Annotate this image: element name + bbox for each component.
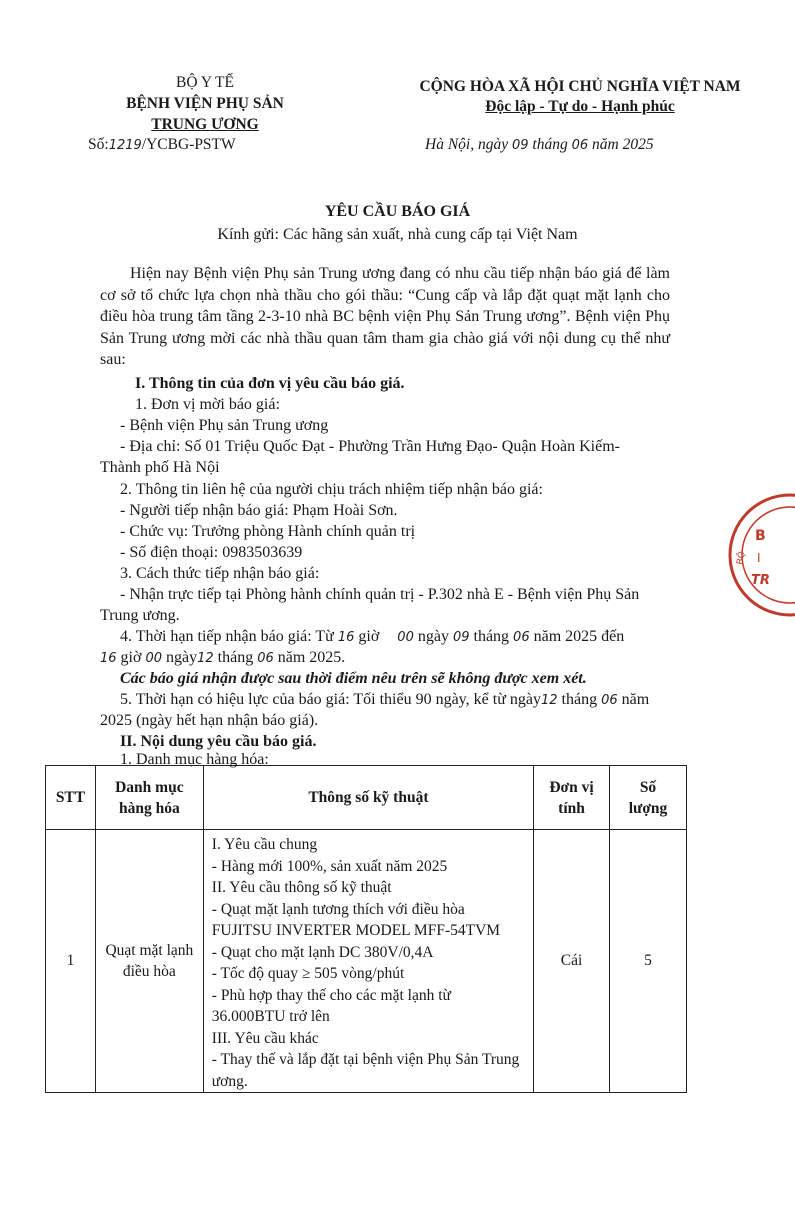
spec-line: I. Yêu cầu chung	[211, 836, 318, 853]
cell-stt: 1	[46, 830, 96, 1093]
phone: - Số điện thoại: 0983503639	[120, 544, 303, 561]
cell-unit: Cái	[534, 830, 610, 1093]
header-stt: STT	[46, 766, 96, 830]
spec-line: - Quạt mặt lạnh tương thích với điều hòa FUJITSU INVERTER MODEL MFF-54TVM	[211, 900, 501, 939]
stamp-text: TR	[751, 573, 770, 588]
section2-item1: 1. Danh mục hàng hóa:	[120, 751, 269, 768]
stamp-text: I	[757, 551, 761, 565]
goods-table	[45, 765, 687, 1093]
cell-name: Quạt mặt lạnh điều hòa	[95, 830, 203, 1093]
section1-item4-cont: 16 giờ 00 ngày12 tháng 06 năm 2025.	[100, 649, 346, 666]
address-cont: Thành phố Hà Nội	[100, 459, 220, 476]
late-warning: Các báo giá nhận được sau thời điểm nêu trên sẽ không được xem xét.	[120, 670, 587, 687]
header-name: Danh mục hàng hóa	[95, 766, 203, 830]
cell-qty: 5	[610, 830, 687, 1093]
header-unit: Đơn vị tính	[534, 766, 610, 830]
receive-method-cont: Trung ương.	[100, 607, 180, 624]
handwritten-doc-number: 1219	[108, 138, 142, 153]
unit-name: - Bệnh viện Phụ sản Trung ương	[120, 417, 329, 434]
section1-item4: 4. Thời hạn tiếp nhận báo giá: Từ 16 giờ 00 ngày 09 tháng 06 năm 2025 đến	[120, 628, 625, 645]
section1-item5: 5. Thời hạn có hiệu lực của báo giá: Tối thiểu 90 ngày, kể từ ngày12 tháng 06 năm	[120, 691, 650, 708]
receiver: - Người tiếp nhận báo giá: Phạm Hoài Sơn.	[120, 502, 398, 519]
section1-item5-cont: 2025 (ngày hết hạn nhận báo giá).	[100, 712, 319, 729]
stamp-text: BỘ	[735, 550, 748, 566]
date-line: Hà Nội, ngày 09 tháng 06 năm 2025	[425, 136, 654, 153]
spec-line: - Phù hợp thay thế cho các mặt lạnh từ 36.000BTU trở lên	[211, 986, 451, 1025]
official-stamp	[725, 490, 795, 620]
national-motto: Độc lập - Tự do - Hạnh phúc	[485, 98, 675, 115]
receive-method: - Nhận trực tiếp tại Phòng hành chính quản trị - P.302 nhà E - Bệnh viện Phụ Sản	[120, 586, 640, 603]
ministry-name: BỘ Y TẾ	[176, 74, 234, 91]
intro-paragraph: Hiện nay Bệnh viện Phụ sản Trung ương đang có nhu cầu tiếp nhận báo giá để làm cơ sở tổ chức lựa chọn nhà thầu cho gói thầu: “Cung cấp và lắp đặt quạt mặt lạnh cho điều hòa trung tâm tầng 2-3-10 nhà BC bệnh viện Phụ Sản Trung ương”. Bệnh viện Phụ Sản Trung ương mời các nhà thầu quan tâm tham gia chào giá với nội dung cụ thể như sau:	[100, 265, 670, 368]
spec-line: III. Yêu cầu khác	[211, 1029, 319, 1047]
stamp-text: B	[755, 528, 766, 544]
section1-item3: 3. Cách thức tiếp nhận báo giá:	[120, 565, 320, 582]
spec-line: - Thay thế và lắp đặt tại bệnh viện Phụ Sản Trung ương.	[211, 1051, 520, 1090]
hospital-name-line1: BỆNH VIỆN PHỤ SẢN	[126, 95, 284, 112]
spec-line: - Hàng mới 100%, sản xuất năm 2025	[211, 857, 448, 875]
section2-heading: II. Nội dung yêu cầu báo giá.	[120, 733, 317, 750]
section1-item1: 1. Đơn vị mời báo giá:	[135, 396, 280, 413]
address: - Địa chỉ: Số 01 Triệu Quốc Đạt - Phường Trần Hưng Đạo- Quận Hoàn Kiếm-	[120, 438, 620, 455]
spec-line: - Quạt cho mặt lạnh DC 380V/0,4A	[211, 943, 434, 961]
header-spec: Thông số kỹ thuật	[203, 766, 533, 830]
table-row	[46, 830, 687, 1093]
page-title: YÊU CẦU BÁO GIÁ	[324, 203, 471, 220]
document-number: Số:1219/YCBG-PSTW	[88, 136, 236, 153]
recipient-line: Kính gửi: Các hãng sản xuất, nhà cung cấp tại Việt Nam	[217, 226, 578, 243]
spec-line: - Tốc độ quay ≥ 505 vòng/phút	[211, 965, 405, 982]
cell-spec	[203, 830, 533, 1093]
hospital-name-line2: TRUNG ƯƠNG	[151, 116, 259, 133]
header-qty: Số lượng	[610, 766, 687, 830]
position: - Chức vụ: Trưởng phòng Hành chính quản trị	[120, 523, 416, 540]
country-name: CỘNG HÒA XÃ HỘI CHỦ NGHĨA VIỆT NAM	[419, 78, 741, 95]
section1-heading: I. Thông tin của đơn vị yêu cầu báo giá.	[135, 375, 405, 392]
spec-line: II. Yêu cầu thông số kỹ thuật	[211, 879, 392, 896]
section1-item2: 2. Thông tin liên hệ của người chịu trách nhiệm tiếp nhận báo giá:	[120, 481, 543, 498]
table-header-row	[46, 766, 687, 830]
